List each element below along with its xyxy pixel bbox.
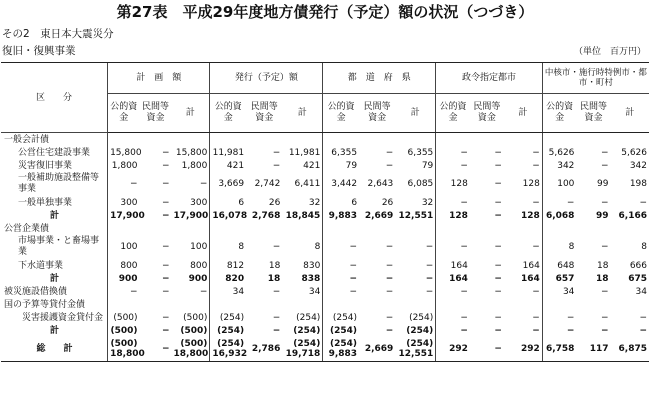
table-cell: − <box>199 286 208 297</box>
table-cell: − <box>385 160 394 171</box>
table-cell: 300 <box>108 196 140 209</box>
table-cell: − <box>161 179 170 189</box>
row-label: 計 <box>50 210 60 221</box>
table-cell: 128 <box>522 179 540 189</box>
table-cell: 198 <box>629 179 647 189</box>
header-kubun: 区 分 <box>1 63 108 133</box>
table-cell: 1,800 <box>108 159 140 172</box>
table-cell: − <box>532 312 540 323</box>
table-cell: 11,981 <box>288 147 321 158</box>
table-cell: (500) <box>108 324 140 337</box>
table-cell: − <box>470 337 504 362</box>
table-cell <box>576 222 610 235</box>
table-cell: − <box>385 273 394 284</box>
row-label: 一般単独事業 <box>18 197 73 208</box>
table-row <box>1 146 649 159</box>
table-row <box>1 222 649 235</box>
table-cell: 2,669 <box>359 337 395 362</box>
header-public-funds: 公的資金 <box>323 94 359 133</box>
table-cell <box>140 222 172 235</box>
row-label: 災害復旧事業 <box>18 160 73 171</box>
table-cell <box>611 133 650 147</box>
table-cell: − <box>436 235 470 259</box>
table-cell: − <box>600 325 609 336</box>
table-cell: 800 <box>190 260 208 271</box>
table-cell: − <box>436 285 470 298</box>
table-cell: 6,758 <box>542 337 576 362</box>
table-cell: (500) <box>108 311 140 324</box>
table-cell: − <box>108 285 140 298</box>
table-cell <box>172 222 210 235</box>
table-cell: 820 <box>210 272 246 285</box>
table-cell: 6,355 <box>323 146 359 159</box>
table-cell: − <box>639 197 647 208</box>
table-cell <box>140 298 172 311</box>
table-cell: 99 <box>597 179 609 189</box>
header-group-issued: 発行（予定）額 <box>210 63 323 94</box>
row-label: 被災施設借換債 <box>4 286 68 297</box>
table-cell: 900 <box>108 272 140 285</box>
table-cell <box>246 298 282 311</box>
table-cell: 26 <box>268 197 281 208</box>
table-cell: − <box>639 325 647 336</box>
table-cell: (254) <box>210 324 246 337</box>
table-cell <box>359 133 395 147</box>
table-cell: − <box>425 286 434 297</box>
table-cell: − <box>385 325 394 336</box>
table-cell: 5,626 <box>621 147 647 158</box>
table-cell: − <box>532 286 540 297</box>
table-cell <box>470 298 504 311</box>
table-cell: 657 <box>542 272 576 285</box>
table-cell: 12,551 <box>398 210 434 221</box>
header-group-prefecture: 都 道 府 県 <box>323 63 436 94</box>
table-cell: − <box>161 160 170 171</box>
table-cell: − <box>600 147 609 158</box>
table-cell: − <box>425 242 434 252</box>
table-cell: (500) 18,800 <box>172 337 210 362</box>
table-cell: 6,355 <box>407 147 434 158</box>
table-cell: − <box>161 147 170 158</box>
table-cell: 34 <box>635 286 647 297</box>
table-cell <box>172 133 210 147</box>
table-cell: − <box>639 312 647 323</box>
table-cell: − <box>323 235 359 259</box>
header-row-groups <box>1 63 649 94</box>
table-cell: (254) 19,718 <box>282 337 322 362</box>
table-cell: 2,786 <box>246 337 282 362</box>
table-cell: 666 <box>629 260 647 271</box>
table-cell: 34 <box>308 286 321 297</box>
table-cell <box>246 133 282 147</box>
table-cell: 342 <box>629 160 647 171</box>
table-cell <box>576 133 610 147</box>
table-cell: 6 <box>210 196 246 209</box>
table-cell <box>140 133 172 147</box>
table-cell: 79 <box>421 160 434 171</box>
table-cell: 2,643 <box>367 179 394 189</box>
table-cell <box>323 298 359 311</box>
table-cell: − <box>199 179 208 189</box>
table-cell: − <box>494 286 502 297</box>
table-cell: 6,166 <box>618 210 647 221</box>
table-cell: 675 <box>628 273 647 284</box>
table-cell: 15,800 <box>108 146 140 159</box>
table-cell: − <box>532 160 540 171</box>
table-cell <box>395 222 435 235</box>
table-row <box>1 172 649 196</box>
table-cell: − <box>436 196 470 209</box>
table-cell: 800 <box>108 259 140 272</box>
table-row <box>1 259 649 272</box>
table-cell: − <box>532 147 540 158</box>
table-cell <box>210 133 246 147</box>
table-cell: 17,900 <box>173 210 209 221</box>
table-cell: − <box>494 210 502 221</box>
table-cell: 812 <box>210 259 246 272</box>
table-row <box>1 159 649 172</box>
table-cell: − <box>532 197 540 208</box>
table-cell <box>359 222 395 235</box>
table-cell: − <box>494 160 502 171</box>
table-cell: 6 <box>323 196 359 209</box>
header-public-funds: 公的資金 <box>210 94 246 133</box>
table-cell: 18 <box>595 273 609 284</box>
header-private-funds: 民間等資金 <box>359 94 395 133</box>
table-cell: (254) <box>293 325 321 336</box>
table-cell: (500) <box>180 325 208 336</box>
table-cell: 18 <box>597 260 609 271</box>
table-cell: (500) 18,800 <box>108 337 140 362</box>
table-cell: − <box>161 242 170 252</box>
row-label: 下水道事業 <box>18 260 64 271</box>
table-cell: 18 <box>267 273 281 284</box>
row-label: 計 <box>50 273 60 284</box>
header-public-funds: 公的資金 <box>436 94 470 133</box>
table-cell <box>436 133 470 147</box>
bond-issuance-table <box>1 62 649 362</box>
header-group-core-city: 中核市・施行時特例市・都市・町村 <box>542 63 649 94</box>
table-row <box>1 133 649 147</box>
table-cell <box>504 222 542 235</box>
table-cell: − <box>532 242 540 252</box>
table-cell <box>210 222 246 235</box>
table-cell: − <box>600 242 609 252</box>
table-cell: (254) <box>323 324 359 337</box>
category-subtitle: 復旧・復興事業 <box>2 45 76 57</box>
table-cell: 8 <box>210 235 246 259</box>
table-cell: 100 <box>542 172 576 196</box>
table-cell: − <box>494 147 502 158</box>
table-cell: 900 <box>188 273 208 284</box>
table-cell: 32 <box>308 197 321 208</box>
table-cell: 164 <box>436 272 470 285</box>
table-cell: − <box>140 337 172 362</box>
header-group-plan: 計 画 額 <box>108 63 210 94</box>
table-cell: (500) <box>183 312 208 323</box>
table-cell: 100 <box>108 235 140 259</box>
table-row <box>1 196 649 209</box>
table-cell <box>436 222 470 235</box>
table-cell: − <box>494 197 502 208</box>
table-cell: − <box>494 242 502 252</box>
header-public-funds: 公的資金 <box>542 94 576 133</box>
table-cell: − <box>600 312 609 323</box>
table-cell: − <box>385 312 394 323</box>
table-cell: (254) <box>409 312 434 323</box>
table-cell: 421 <box>303 160 321 171</box>
table-cell: − <box>272 286 281 297</box>
table-cell <box>470 222 504 235</box>
header-total: 計 <box>504 94 542 133</box>
table-cell <box>108 133 140 147</box>
table-cell: − <box>161 312 170 323</box>
table-cell <box>395 133 435 147</box>
table-cell <box>470 133 504 147</box>
table-cell: − <box>436 311 470 324</box>
table-row <box>1 285 649 298</box>
table-row <box>1 311 649 324</box>
table-cell <box>542 298 576 311</box>
table-cell: 1,800 <box>181 160 208 171</box>
table-cell: − <box>323 259 359 272</box>
table-cell: − <box>542 196 576 209</box>
row-label: 一般会計債 <box>4 134 50 145</box>
table-cell: − <box>161 325 170 336</box>
table-cell: 6,411 <box>294 179 321 189</box>
table-cell <box>246 222 282 235</box>
unit-note: （単位 百万円） <box>573 47 646 57</box>
table-cell: 11,981 <box>210 146 246 159</box>
table-cell: 8 <box>641 242 647 252</box>
table-cell: (254) <box>296 312 321 323</box>
table-cell: − <box>542 324 576 337</box>
table-cell: 6,068 <box>542 209 576 222</box>
table-cell: 3,669 <box>210 172 246 196</box>
table-cell: 830 <box>303 260 321 271</box>
table-cell: − <box>494 260 502 271</box>
table-cell: 79 <box>323 159 359 172</box>
table-cell <box>576 298 610 311</box>
header-public-funds: 公的資金 <box>108 94 140 133</box>
header-group-designated-city: 政令指定都市 <box>436 63 543 94</box>
table-cell: (254) 12,551 <box>395 337 435 362</box>
table-cell: 164 <box>522 260 540 271</box>
table-cell: 32 <box>421 197 434 208</box>
table-cell: 292 <box>436 337 470 362</box>
table-cell <box>108 222 140 235</box>
table-cell: − <box>600 286 609 297</box>
table-cell: − <box>272 160 281 171</box>
table-cell <box>282 133 322 147</box>
table-row <box>1 235 649 259</box>
table-cell <box>542 133 576 147</box>
table-row <box>1 209 649 222</box>
table-cell <box>611 298 650 311</box>
table-cell <box>504 133 542 147</box>
table-row <box>1 272 649 285</box>
table-cell: 838 <box>301 273 321 284</box>
table-cell: 292 <box>504 337 542 362</box>
table-cell: 8 <box>314 242 321 252</box>
table-cell: − <box>385 286 394 297</box>
header-private-funds: 民間等資金 <box>470 94 504 133</box>
table-cell: 18,845 <box>285 210 321 221</box>
header-total: 計 <box>611 94 650 133</box>
table-cell: 2,742 <box>254 179 281 189</box>
table-cell: 164 <box>436 259 470 272</box>
table-cell: − <box>532 325 540 336</box>
table-cell: − <box>272 312 281 323</box>
table-cell: 342 <box>542 159 576 172</box>
table-cell: − <box>494 273 502 284</box>
table-cell: − <box>323 285 359 298</box>
table-cell: 99 <box>595 210 609 221</box>
table-cell <box>611 222 650 235</box>
table-cell: 15,800 <box>175 147 208 158</box>
table-body <box>1 133 649 362</box>
table-cell <box>210 298 246 311</box>
table-cell: (254) <box>406 325 434 336</box>
table-cell <box>436 298 470 311</box>
table-cell: − <box>542 311 576 324</box>
header-total: 計 <box>172 94 210 133</box>
table-cell <box>282 222 322 235</box>
table-cell: 6,875 <box>611 337 650 362</box>
table-cell: − <box>425 273 434 284</box>
table-cell: 16,078 <box>210 209 246 222</box>
table-cell: 2,768 <box>251 210 281 221</box>
table-cell: 128 <box>436 209 470 222</box>
table-cell: − <box>161 273 170 284</box>
table-cell: − <box>494 312 502 323</box>
table-cell: − <box>161 210 170 221</box>
table-cell: 8 <box>542 235 576 259</box>
table-cell: (254) 16,932 <box>210 337 246 362</box>
table-cell: − <box>385 260 394 271</box>
table-cell: 18 <box>268 260 281 271</box>
table-cell: − <box>600 197 609 208</box>
table-cell: 300 <box>190 197 208 208</box>
header-total: 計 <box>395 94 435 133</box>
row-label: 市場事業・と畜場事業 <box>18 236 100 257</box>
table-cell: 128 <box>521 210 540 221</box>
table-cell: − <box>272 242 281 252</box>
table-cell: 34 <box>542 285 576 298</box>
header-private-funds: 民間等資金 <box>246 94 282 133</box>
header-total: 計 <box>282 94 322 133</box>
table-cell: − <box>600 160 609 171</box>
table-cell: − <box>108 172 140 196</box>
table-cell: 6,085 <box>407 179 434 189</box>
table-cell: 9,883 <box>323 209 359 222</box>
table-cell <box>504 298 542 311</box>
row-label: 一般補助施設整備等事業 <box>18 173 100 194</box>
table-cell <box>323 222 359 235</box>
table-cell: (254) <box>210 311 246 324</box>
table-cell: (254) 9,883 <box>323 337 359 362</box>
table-cell: − <box>161 260 170 271</box>
table-cell: − <box>385 147 394 158</box>
table-cell: 17,900 <box>108 209 140 222</box>
table-cell <box>108 298 140 311</box>
table-cell: 117 <box>576 337 610 362</box>
table-row <box>1 337 649 362</box>
table-cell: − <box>436 146 470 159</box>
table-cell: 26 <box>381 197 394 208</box>
table-cell: 3,442 <box>323 172 359 196</box>
table-cell: 5,626 <box>542 146 576 159</box>
row-label: 公営企業債 <box>4 223 50 234</box>
row-label: 計 <box>50 325 60 336</box>
header-private-funds: 民間等資金 <box>576 94 610 133</box>
row-label: 公営住宅建設事業 <box>18 147 91 158</box>
table-cell <box>323 133 359 147</box>
table-cell: 100 <box>190 242 208 252</box>
table-cell <box>395 298 435 311</box>
table-cell <box>359 298 395 311</box>
row-label: 国の予算等貸付金債 <box>4 299 86 310</box>
table-cell: 164 <box>521 273 540 284</box>
table-cell: − <box>494 325 502 336</box>
page-title: 第27表 平成29年度地方債発行（予定）額の状況（つづき） <box>116 3 534 21</box>
table-cell: − <box>436 324 470 337</box>
row-label: 災害援護資金貸付金 <box>22 312 104 323</box>
table-cell: − <box>436 159 470 172</box>
table-cell: − <box>272 147 281 158</box>
table-cell: − <box>161 197 170 208</box>
table-cell: 421 <box>210 159 246 172</box>
table-cell: − <box>323 272 359 285</box>
table-cell <box>282 298 322 311</box>
table-row <box>1 324 649 337</box>
row-label: 総 計 <box>1 337 108 362</box>
table-cell: 128 <box>436 172 470 196</box>
table-cell: − <box>385 242 394 252</box>
section-subtitle: その2 東日本大震災分 <box>2 28 114 40</box>
table-cell: − <box>272 325 281 336</box>
table-row <box>1 298 649 311</box>
header-private-funds: 民間等資金 <box>140 94 172 133</box>
table-cell <box>172 298 210 311</box>
table-cell: (254) <box>323 311 359 324</box>
table-cell: 34 <box>210 285 246 298</box>
table-cell: − <box>161 286 170 297</box>
table-cell: 2,669 <box>364 210 394 221</box>
table-cell: − <box>425 260 434 271</box>
table-cell: 648 <box>542 259 576 272</box>
table-cell <box>542 222 576 235</box>
table-cell: − <box>494 179 502 189</box>
